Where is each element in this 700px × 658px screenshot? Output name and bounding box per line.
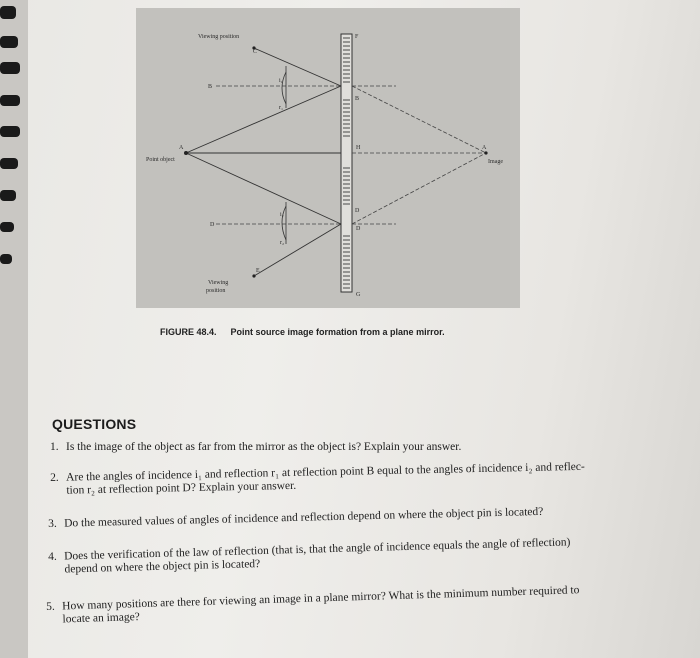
question-2 — [50, 461, 585, 498]
question-3-text: Do the measured values of angles of incidence and reflection depend on where the object pin is located? — [63, 505, 544, 530]
question-2-number: 2. — [50, 471, 59, 484]
question-2-text-line-1: Are the angles of incidence i₁ and reflection r₁ at reflection point B equal to the angles of incidence i₂ and reflec- — [65, 460, 585, 484]
point-object-label: Point object — [146, 157, 175, 163]
question-4 — [48, 536, 571, 577]
point-d-left-label: D — [210, 222, 215, 228]
point-a-left-label: A — [179, 145, 184, 151]
question-4-text-line-1: Does the verification of the law of reflection (that is, that the angle of incidence equals the angle of reflection) — [63, 536, 571, 563]
spiral-binding — [0, 0, 28, 658]
point-d-right-label: D — [356, 226, 361, 232]
angle-r1-label: r₁ — [279, 105, 284, 111]
point-f-label: F — [355, 34, 359, 40]
angle-r2-label: r₂ — [280, 240, 285, 246]
question-2-text-line-2: tion r₂ at reflection point D? Explain your answer. — [66, 479, 297, 497]
question-5-number: 5. — [46, 600, 55, 613]
point-h-label: H — [356, 145, 361, 151]
point-e-label: E — [256, 268, 260, 274]
point-c-label: C — [253, 49, 258, 55]
point-d-mirror-label: D — [355, 208, 360, 214]
question-5-text-line-1: How many positions are there for viewing an image in a plane mirror? What is the minimum number required to — [61, 584, 580, 613]
question-5 — [46, 584, 580, 627]
question-4-text-line-2: depend on where the object pin is located? — [64, 558, 261, 576]
point-b-mirror-label: B — [355, 96, 360, 102]
angle-i2-label: i₂ — [280, 212, 284, 218]
question-1-number: 1. — [50, 441, 59, 453]
question-3 — [48, 506, 543, 531]
viewing-position-bottom-label-1: Viewing — [208, 280, 229, 286]
point-a-right-label: A — [482, 145, 487, 151]
question-3-number: 3. — [48, 517, 57, 530]
mirror — [341, 34, 352, 292]
question-5-text-line-2: locate an image? — [62, 611, 141, 626]
figure-caption — [160, 327, 445, 337]
image-label: Image — [488, 159, 503, 165]
angle-i1-label: i₁ — [279, 78, 283, 84]
question-4-number: 4. — [48, 550, 57, 563]
plane-mirror-figure — [136, 8, 520, 308]
point-b-left-label: B — [208, 84, 213, 90]
question-1-text: Is the image of the object as far from the mirror as the object is? Explain your answer. — [66, 441, 462, 453]
figure-caption-text: Point source image formation from a plane mirror. — [230, 327, 445, 337]
question-1 — [50, 441, 461, 454]
point-g-label: G — [356, 292, 361, 298]
questions-heading: QUESTIONS — [52, 416, 137, 432]
figure-caption-label: FIGURE 48.4. — [160, 327, 217, 337]
viewing-position-top-label: Viewing position — [198, 34, 240, 40]
viewing-position-bottom-label-2: position — [206, 288, 226, 294]
